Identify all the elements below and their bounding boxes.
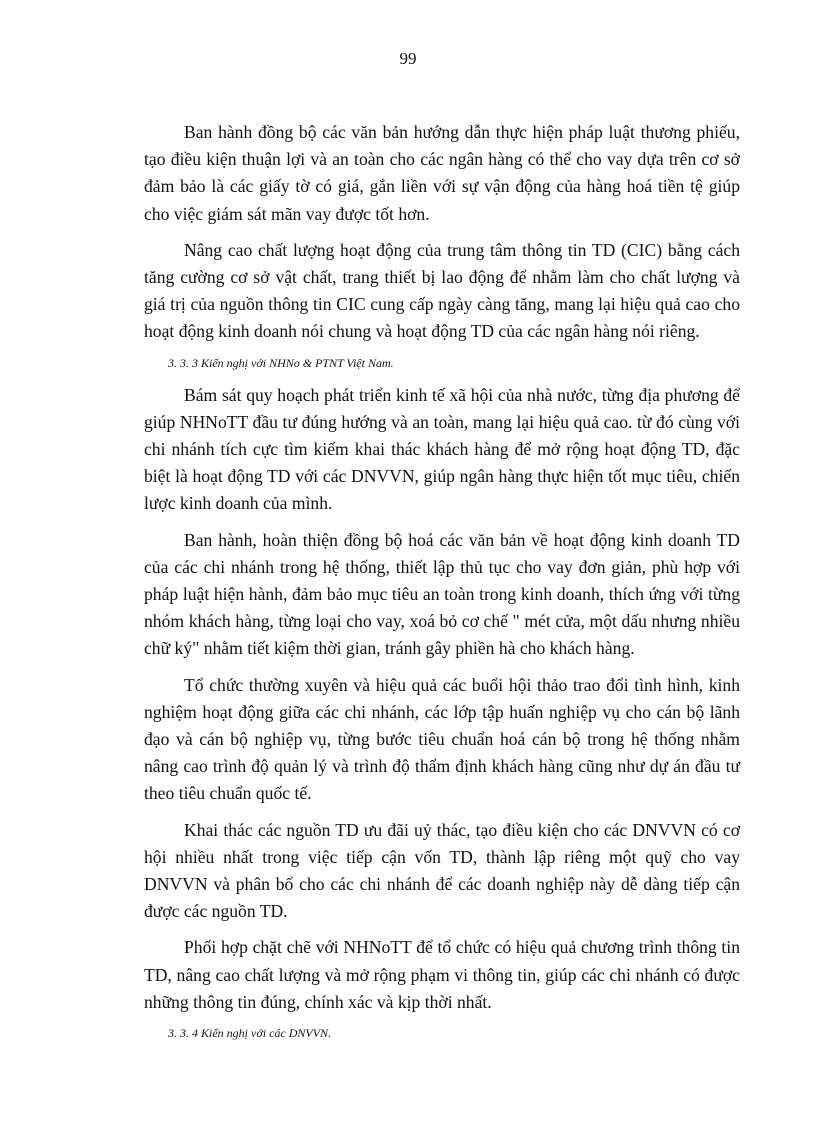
document-body — [144, 119, 740, 1052]
paragraph-commercial-paper: Ban hành đồng bộ các văn bản hướng dẫn thực hiện pháp luật thương phiếu, tạo điều kiện thuận lợi và an toàn cho các ngân hàng có thể cho vay dựa trên cơ sở đảm bảo là các giấy tờ có giá, gắn liền với sự vận động của hàng hoá tiền tệ giúp cho việc giám sát mãn vay được tốt hơn. — [144, 122, 740, 224]
section-heading-3-3-3: 3. 3. 3 Kiến nghị với NHNo & PTNT Việt Nam. — [168, 355, 394, 370]
paragraph-cic-quality: Nâng cao chất lượng hoạt động của trung tâm thông tin TD (CIC) bằng cách tăng cường cơ sở vật chất, trang thiết bị lao động để nhằm làm cho chất lượng và giá trị của nguồn thông tin CIC cung cấp ngày càng tăng, mang lại hiệu quả cao cho hoạt động kinh doanh nói chung và hoạt động TD của các ngân hàng nói riêng. — [144, 239, 740, 342]
paragraph-credit-sources: Khai thác các nguồn TD ưu đãi uỷ thác, tạo điều kiện cho các DNVVN có cơ hội nhiều nhất trong việc tiếp cận vốn TD, thành lập riêng một quỹ cho vay DNVVN và phân bổ cho các chi nhánh để các doanh nghiệp này dễ dàng tiếp cận được các nguồn TD. — [144, 819, 740, 922]
section-heading-3-3-4: 3. 3. 4 Kiến nghị với các DNVVN. — [168, 1026, 332, 1041]
paragraph-planning: Bám sát quy hoạch phát triển kinh tế xã hội của nhà nước, từng địa phương để giúp NHNoTT đầu tư đúng hướng và an toàn, mang lại hiệu quả cao. từ đó cùng với chi nhánh tích cực tìm kiếm khai thác khách hàng để mở rộng hoạt động TD, đặc biệt là hoạt động TD với các DNVVN, giúp ngân hàng thực hiện tốt mục tiêu, chiến lược kinh doanh của mình. — [144, 384, 740, 514]
paragraph-regulations: Ban hành, hoàn thiện đồng bộ hoá các văn bản về hoạt động kinh doanh TD của các chi nhánh trong hệ thống, thiết lập thủ tục cho vay đơn giản, phù hợp với pháp luật hiện hành, đảm bảo mục tiêu an toàn trong kinh doanh, thích ứng với từng nhóm khách hàng, từng loại cho vay, xoá bỏ cơ chế " mét cửa, một dấu nhưng nhiều chữ ký" nhằm tiết kiệm thời gian, tránh gây phiền hà cho khách hàng. — [144, 529, 740, 659]
paragraph-coordination: Phối hợp chặt chẽ với NHNoTT để tổ chức có hiệu quả chương trình thông tin TD, nâng cao chất lượng và mở rộng phạm vi thông tin, giúp các chi nhánh có được những thông tin đúng, chính xác và kịp thời nhất. — [144, 937, 740, 1012]
paragraph-workshops: Tổ chức thường xuyên và hiệu quả các buổi hội thảo trao đổi tình hình, kinh nghiệm hoạt động giữa các chi nhánh, các lớp tập huấn nghiệp vụ cho cán bộ lãnh đạo và cán bộ nghiệp vụ, từng bước tiêu chuẩn hoá cán bộ trong hệ thống nhằm nâng cao trình độ quản lý và trình độ thẩm định khách hàng cũng như dự án đầu tư theo tiêu chuẩn quốc tế. — [144, 674, 740, 804]
page-number: 99 — [399, 49, 417, 68]
